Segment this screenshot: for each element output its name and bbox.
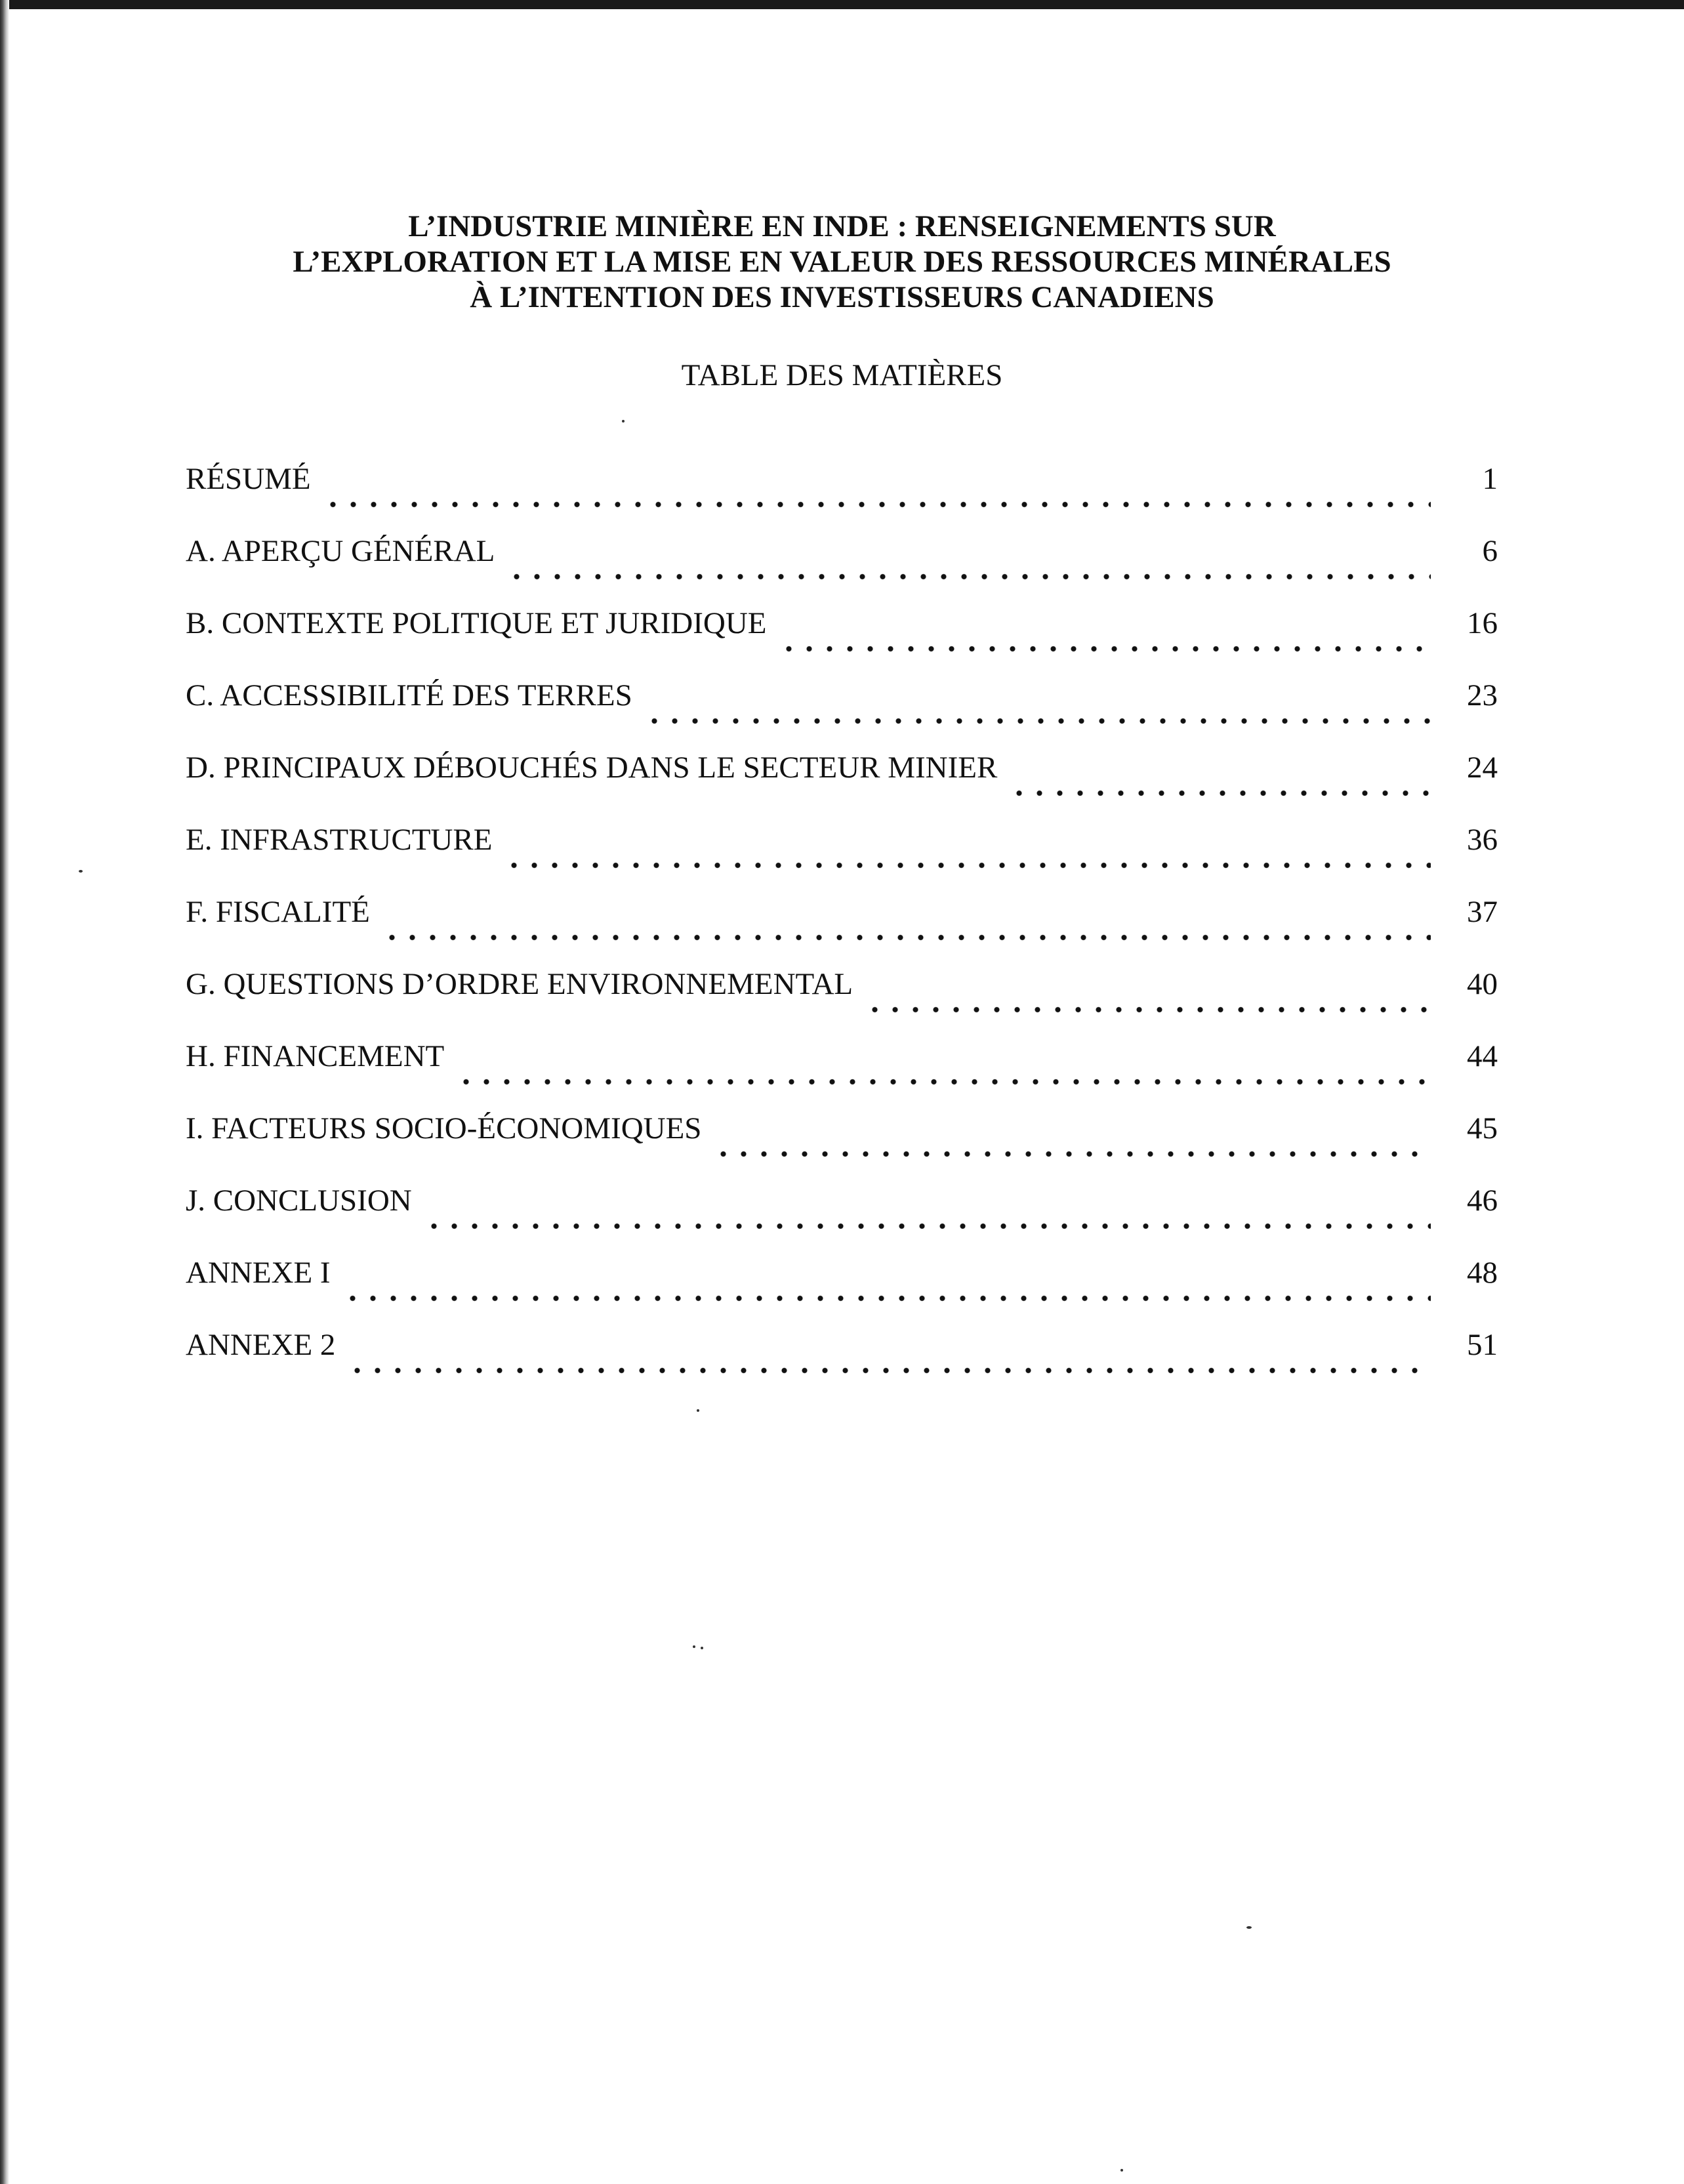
dot-leader	[504, 861, 1431, 869]
toc-entry-d	[186, 748, 1498, 820]
scan-speck	[1120, 2169, 1123, 2172]
toc-entry-page: 51	[1467, 1328, 1498, 1362]
toc-entry-label: H. FINANCEMENT	[186, 1039, 445, 1073]
title-line-3: À L’INTENTION DES INVESTISSEURS CANADIENS	[470, 280, 1214, 314]
toc-entry-label: E. INFRASTRUCTURE	[186, 823, 493, 857]
dot-leader	[323, 501, 1431, 508]
scan-speck	[79, 870, 83, 873]
scan-speck	[1246, 1926, 1252, 1929]
toc-entry-resume	[186, 459, 1498, 531]
toc-entry-g	[186, 964, 1498, 1037]
toc-entry-label: B. CONTEXTE POLITIQUE ET JURIDIQUE	[186, 606, 767, 640]
dot-leader	[779, 645, 1431, 653]
toc-entry-j	[186, 1181, 1498, 1253]
toc-entry-page: 44	[1467, 1039, 1498, 1073]
toc-entry-label: G. QUESTIONS D’ORDRE ENVIRONNEMENTAL	[186, 967, 853, 1001]
scan-left-border	[0, 0, 9, 2184]
toc-entry-label: I. FACTEURS SOCIO-ÉCONOMIQUES	[186, 1111, 702, 1145]
toc-entry-page: 40	[1467, 967, 1498, 1001]
toc-entry-label: F. FISCALITÉ	[186, 895, 370, 929]
toc-entry-b	[186, 604, 1498, 676]
toc-entry-label: ANNEXE I	[186, 1256, 331, 1290]
toc-entry-i	[186, 1109, 1498, 1181]
toc-entry-page: 36	[1467, 823, 1498, 857]
dot-leader	[424, 1222, 1431, 1230]
toc-entry-page: 16	[1467, 606, 1498, 640]
toc-heading: TABLE DES MATIÈRES	[681, 358, 1003, 392]
toc-entry-label: RÉSUMÉ	[186, 462, 311, 496]
scan-speck	[622, 420, 625, 422]
toc-entry-label: D. PRINCIPAUX DÉBOUCHÉS DANS LE SECTEUR MINIER	[186, 751, 998, 785]
toc-entry-page: 46	[1467, 1184, 1498, 1218]
toc-entry-page: 6	[1482, 534, 1498, 568]
toc-entry-e	[186, 820, 1498, 892]
toc-entry-page: 1	[1482, 462, 1498, 496]
dot-leader	[382, 934, 1431, 941]
title-line-1: L’INDUSTRIE MINIÈRE EN INDE : RENSEIGNEMENTS SUR	[408, 209, 1276, 243]
toc-entry-annexe-2	[186, 1325, 1498, 1397]
toc-entry-annexe-1	[186, 1253, 1498, 1325]
scan-speck	[697, 1409, 699, 1412]
dot-leader	[506, 573, 1431, 581]
toc-entry-page: 23	[1467, 678, 1498, 712]
dot-leader	[456, 1078, 1431, 1086]
toc-entry-page: 24	[1467, 751, 1498, 785]
toc-entry-label: C. ACCESSIBILITÉ DES TERRES	[186, 678, 632, 712]
dot-leader	[1009, 789, 1431, 797]
dot-leader	[347, 1367, 1431, 1374]
toc-entry-page: 48	[1467, 1256, 1498, 1290]
scan-speck	[693, 1645, 695, 1648]
toc-entry-f	[186, 892, 1498, 964]
toc-entry-page: 37	[1467, 895, 1498, 929]
toc-entry-label: A. APERÇU GÉNÉRAL	[186, 534, 495, 568]
toc-entry-c	[186, 676, 1498, 748]
toc-entry-label: ANNEXE 2	[186, 1328, 336, 1362]
dot-leader	[644, 717, 1431, 725]
toc-entry-page: 45	[1467, 1111, 1498, 1145]
scan-top-border	[0, 0, 1684, 9]
document-title	[0, 209, 1684, 315]
title-line-2: L’EXPLORATION ET LA MISE EN VALEUR DES RESSOURCES MINÉRALES	[293, 245, 1391, 279]
toc-entry-a	[186, 531, 1498, 604]
toc-entry-label: J. CONCLUSION	[186, 1184, 412, 1218]
table-of-contents	[186, 459, 1498, 1397]
dot-leader	[342, 1294, 1431, 1302]
dot-leader	[713, 1150, 1431, 1158]
dot-leader	[865, 1006, 1431, 1014]
toc-entry-h	[186, 1037, 1498, 1109]
scan-speck	[701, 1647, 703, 1649]
